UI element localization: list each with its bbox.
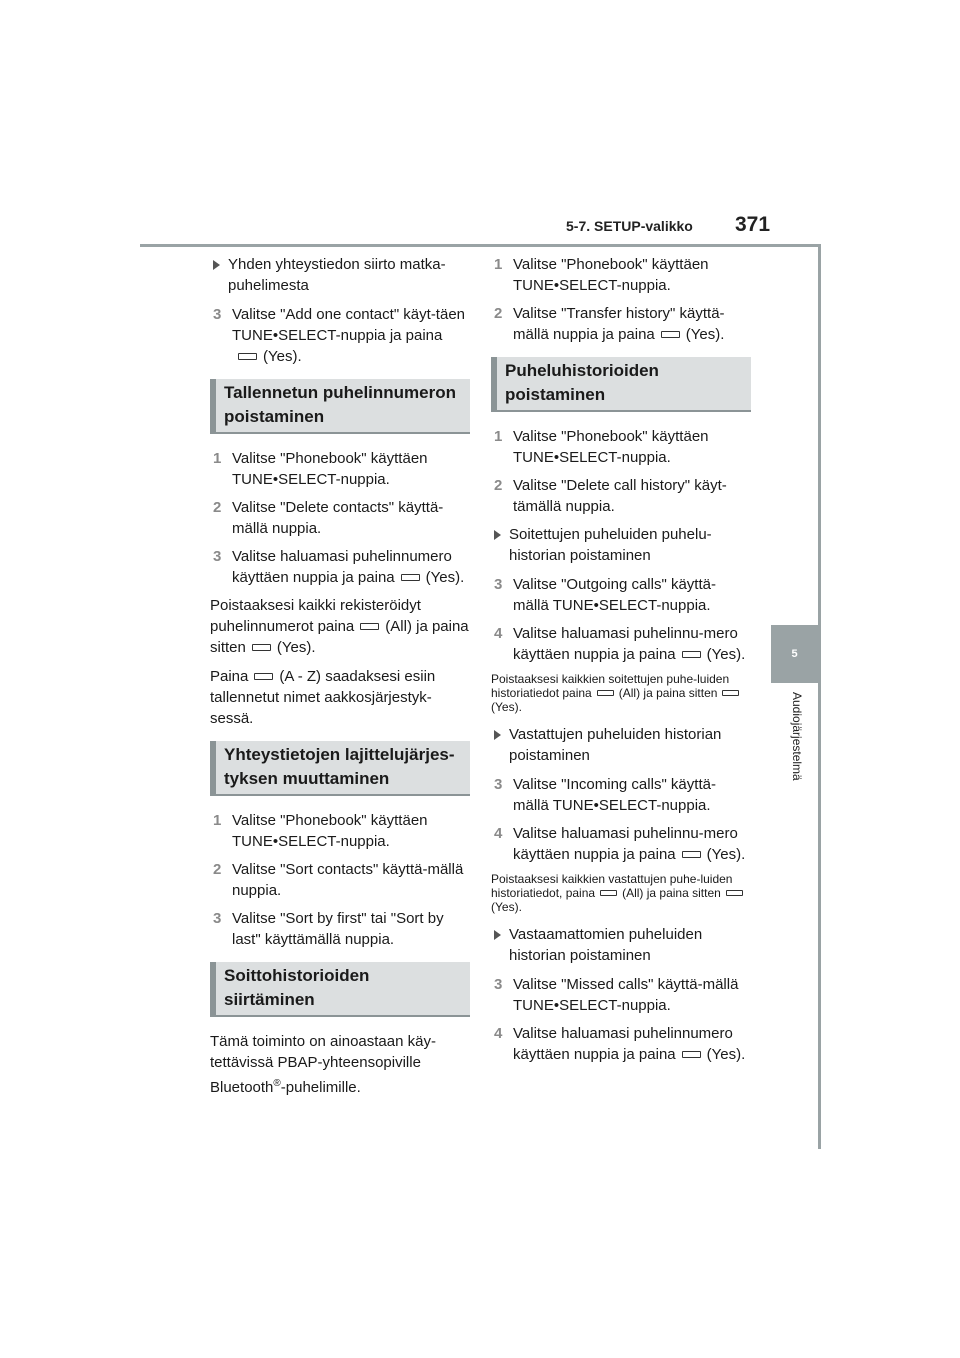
step-number: 4: [494, 1025, 503, 1042]
step-text: Valitse haluamasi puhelinnumero käyttäen nuppia ja paina: [513, 1025, 733, 1063]
button-icon: [597, 690, 614, 696]
para-text: Paina: [210, 668, 249, 685]
step-item: [210, 304, 470, 367]
para-text: (Yes).: [276, 639, 316, 656]
step-item: [491, 303, 751, 345]
step-number: 1: [213, 450, 222, 467]
button-icon: [722, 690, 739, 696]
subtopic-bullet: [210, 254, 470, 296]
subtopic-bullet: [491, 524, 751, 566]
note-text: (All) ja paina sitten: [618, 686, 718, 700]
step-text: Valitse "Outgoing calls" käyttä-mällä TUNE•SELECT-nuppia.: [513, 576, 716, 614]
step-text: Valitse "Phonebook" käyttäen TUNE•SELECT-nuppia.: [232, 812, 428, 850]
bullet-text: Yhden yhteystiedon siirto matka-puhelimesta: [228, 256, 446, 294]
note-text: (All) ja paina sitten: [622, 886, 721, 900]
chapter-label: Audiojärjestelmä: [790, 692, 804, 781]
registered-mark: ®: [273, 1078, 281, 1089]
step-text: Valitse "Incoming calls" käyttä-mällä TUNE•SELECT-nuppia.: [513, 776, 716, 814]
step-item: [210, 908, 470, 950]
step-item: [491, 623, 751, 665]
step-number: 3: [213, 306, 222, 323]
step-text: Valitse "Phonebook" käyttäen TUNE•SELECT-nuppia.: [232, 450, 428, 488]
step-text-end: (Yes).: [706, 846, 746, 863]
button-icon: [682, 1051, 701, 1058]
chapter-tab: [771, 625, 818, 683]
step-number: 1: [494, 256, 503, 273]
side-divider: [818, 244, 821, 1149]
note-paragraph: [491, 672, 751, 714]
step-text: Valitse "Delete contacts" käyttä-mällä nuppia.: [232, 499, 444, 537]
button-icon: [726, 890, 743, 896]
step-number: 1: [494, 428, 503, 445]
section-title: 5-7. SETUP-valikko: [566, 218, 693, 234]
step-text-end: (Yes).: [425, 569, 465, 586]
info-paragraph: [210, 595, 470, 658]
triangle-bullet-icon: [494, 530, 501, 540]
subtopic-bullet: [491, 724, 751, 766]
button-icon: [238, 353, 257, 360]
step-item: [210, 810, 470, 852]
step-number: 2: [213, 861, 222, 878]
step-text: Valitse "Add one contact" käyt-täen TUNE•SELECT-nuppia ja paina: [232, 306, 466, 344]
note-text: Poistaaksesi kaikkien vastattujen puhe-luiden historiatiedot, paina: [491, 872, 733, 900]
button-icon: [682, 651, 701, 658]
info-paragraph: [210, 1031, 470, 1098]
header-divider: [140, 244, 818, 247]
bullet-text: Vastaamattomien puheluiden historian poistaminen: [509, 926, 703, 964]
bullet-text: Vastattujen puheluiden historian poistaminen: [509, 726, 722, 764]
right-column: [491, 254, 751, 1072]
step-number: 3: [213, 548, 222, 565]
button-icon: [600, 890, 617, 896]
step-text: Valitse "Phonebook" käyttäen TUNE•SELECT-nuppia.: [513, 256, 709, 294]
para-text: -puhelimille.: [280, 1079, 361, 1096]
step-item: [210, 859, 470, 901]
step-number: 3: [494, 576, 503, 593]
step-text: Valitse "Sort by first" tai "Sort by last" käyttämällä nuppia.: [232, 910, 444, 948]
step-text: Valitse haluamasi puhelinnu-mero käyttäen nuppia ja paina: [513, 825, 738, 863]
button-icon: [682, 851, 701, 858]
step-text-end: (Yes).: [706, 1046, 746, 1063]
button-icon: [360, 623, 379, 630]
step-number: 2: [494, 477, 503, 494]
bullet-text: Soitettujen puheluiden puhelu-historian poistaminen: [509, 526, 712, 564]
note-text: Poistaaksesi kaikkien soitettujen puhe-luiden historiatiedot paina: [491, 672, 730, 700]
step-item: [491, 774, 751, 816]
step-text: Valitse "Missed calls" käyttä-mällä TUNE•SELECT-nuppia.: [513, 976, 739, 1014]
para-text: Tämä toiminto on ainoastaan käy-tettävissä PBAP-yhteensopiville Bluetooth: [210, 1033, 436, 1096]
button-icon: [252, 644, 271, 651]
note-text: (Yes).: [491, 700, 522, 714]
step-number: 2: [213, 499, 222, 516]
step-number: 1: [213, 812, 222, 829]
step-item: [491, 1023, 751, 1065]
section-heading-transfer-history: Soittohistorioiden siirtäminen: [210, 962, 470, 1017]
step-number: 4: [494, 625, 503, 642]
step-text: Valitse "Transfer history" käyttä-mällä nuppia ja paina: [513, 305, 725, 343]
step-item: [491, 574, 751, 616]
step-item: [491, 475, 751, 517]
step-number: 2: [494, 305, 503, 322]
button-icon: [401, 574, 420, 581]
step-item: [491, 823, 751, 865]
step-item: [210, 546, 470, 588]
page-number: 371: [735, 213, 771, 236]
step-text: Valitse "Sort contacts" käyttä-mällä nuppia.: [232, 861, 464, 899]
step-number: 3: [213, 910, 222, 927]
step-number: 3: [494, 776, 503, 793]
section-heading-sort-order: Yhteystietojen lajittelujärjes-tyksen muuttaminen: [210, 741, 470, 796]
step-item: [210, 448, 470, 490]
step-text-end: (Yes).: [685, 326, 725, 343]
step-number: 4: [494, 825, 503, 842]
button-icon: [661, 331, 680, 338]
left-column: [210, 254, 470, 1106]
para-text: Poistaaksesi kaikki rekisteröidyt puhelinnumerot paina: [210, 597, 421, 635]
step-item: [491, 426, 751, 468]
note-text: (Yes).: [491, 900, 522, 914]
step-text: Valitse haluamasi puhelinnumero käyttäen nuppia ja paina: [232, 548, 452, 586]
step-item: [491, 254, 751, 296]
step-number: 3: [494, 976, 503, 993]
button-icon: [254, 673, 273, 680]
triangle-bullet-icon: [494, 730, 501, 740]
step-text-end: (Yes).: [263, 348, 302, 365]
step-text: Valitse haluamasi puhelinnu-mero käyttäen nuppia ja paina: [513, 625, 738, 663]
step-text-end: (Yes).: [706, 646, 746, 663]
para-text: (A - Z) saadaksesi esiin tallennetut nimet aakkosjärjestyk-sessä.: [210, 668, 436, 727]
triangle-bullet-icon: [213, 260, 220, 270]
chapter-number: 5: [791, 648, 798, 660]
step-item: [491, 974, 751, 1016]
note-paragraph: [491, 872, 751, 914]
triangle-bullet-icon: [494, 930, 501, 940]
step-text: Valitse "Delete call history" käyt-tämällä nuppia.: [513, 477, 727, 515]
step-text: Valitse "Phonebook" käyttäen TUNE•SELECT-nuppia.: [513, 428, 709, 466]
subtopic-bullet: [491, 924, 751, 966]
step-item: [210, 497, 470, 539]
para-text: (All) ja paina sitten: [210, 618, 469, 656]
section-heading-delete-history: Puheluhistorioiden poistaminen: [491, 357, 751, 412]
section-heading-delete-number: Tallennetun puhelinnumeron poistaminen: [210, 379, 470, 434]
info-paragraph: [210, 666, 470, 729]
